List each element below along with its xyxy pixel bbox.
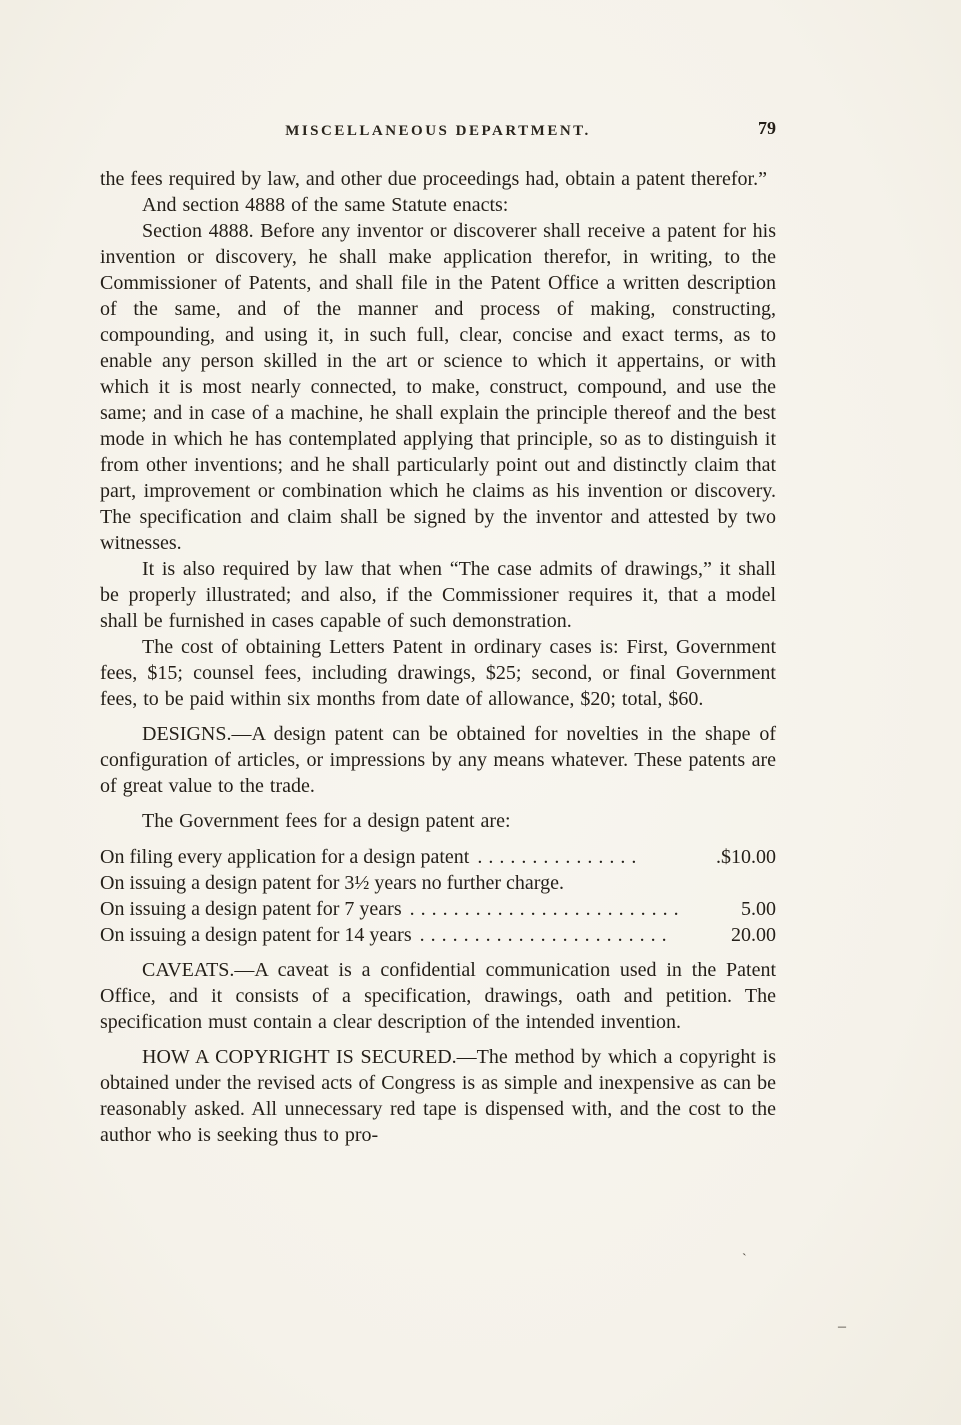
fee-dot-leader: ....................... [419, 924, 673, 946]
fee-dot-leader: ......................... [409, 898, 685, 920]
fee-dot-leader: ............... [477, 846, 643, 868]
fee-line [100, 922, 776, 948]
scan-artifact-tick: ˋ [742, 1252, 747, 1267]
paragraph-continuation: the fees required by law, and other due proceedings had, obtain a patent therefor.” [100, 168, 767, 190]
paragraph-cost: The cost of obtaining Letters Patent in ordinary cases is: First, Government fees, $15; counsel fees, including drawings, $25; second, or final Government fees, to be paid within six months from date of allowance, $20; total, $60. [100, 636, 776, 710]
fee-line [100, 896, 776, 922]
paragraph-drawings: It is also required by law that when “The case admits of drawings,” it shall be properly illustrated; and also, if the Commissioner requires it, that a model shall be furnished in cases capable of such demonstration. [100, 558, 776, 632]
page-number: 79 [758, 118, 776, 138]
fee-amount: .$10.00 [716, 846, 776, 868]
paragraph-government-fees: The Government fees for a design patent are: [142, 810, 511, 832]
paragraph-designs: DESIGNS.—A design patent can be obtained for novelties in the shape of configuration of articles, or impressions by any means whatever. These patents are of great value to the trade. [100, 723, 776, 797]
scan-artifact-dash: – [838, 1318, 846, 1335]
fee-label: On issuing a design patent for 3½ years no further charge. [100, 872, 564, 894]
running-header-title: MISCELLANEOUS DEPARTMENT. [285, 123, 591, 139]
text-block [100, 118, 776, 1148]
fee-line [100, 844, 776, 870]
fee-amount: 5.00 [741, 898, 776, 920]
paragraph-caveats: CAVEATS.—A caveat is a confidential communication used in the Patent Office, and it consists of a specification, drawings, oath and petition. The specification must contain a clear description of the intended invention. [100, 959, 776, 1033]
running-header [100, 118, 776, 142]
paragraph-copyright: HOW A COPYRIGHT IS SECURED.—The method by which a copyright is obtained under the revised acts of Congress is as simple and inexpensive as can be reasonably asked. All unnecessary red tape is dispensed with, and the cost to the author who is seeking thus to pro- [100, 1046, 776, 1146]
fee-label: On issuing a design patent for 14 years [100, 924, 412, 946]
fee-amount: 20.00 [731, 924, 776, 946]
paragraph-section-4888: Section 4888. Before any inventor or discoverer shall receive a patent for his invention or discovery, he shall make application therefor, in writing, to the Commissioner of Patents, and shall file in the Patent Office a written description of the same, and of the manner and process of making, constructing, compounding, and using it, in such full, clear, concise and exact terms, as to enable any person skilled in the art or science to which it appertains, or with which it is most nearly connected, to make, construct, compound, and use the same; and in case of a machine, he shall explain the principle thereof and the best mode in which he has contemplated applying that principle, so as to distinguish it from other inventions; and he shall particularly point out and distinctly claim that part, improvement or combination which he claims as his invention or discovery. The specification and claim shall be signed by the inventor and attested by two witnesses. [100, 220, 776, 554]
fee-label: On issuing a design patent for 7 years [100, 898, 402, 920]
fee-schedule [100, 844, 776, 948]
fee-label: On filing every application for a design patent [100, 846, 470, 868]
paragraph-section-intro: And section 4888 of the same Statute enacts: [142, 194, 509, 216]
fee-line [100, 870, 776, 896]
